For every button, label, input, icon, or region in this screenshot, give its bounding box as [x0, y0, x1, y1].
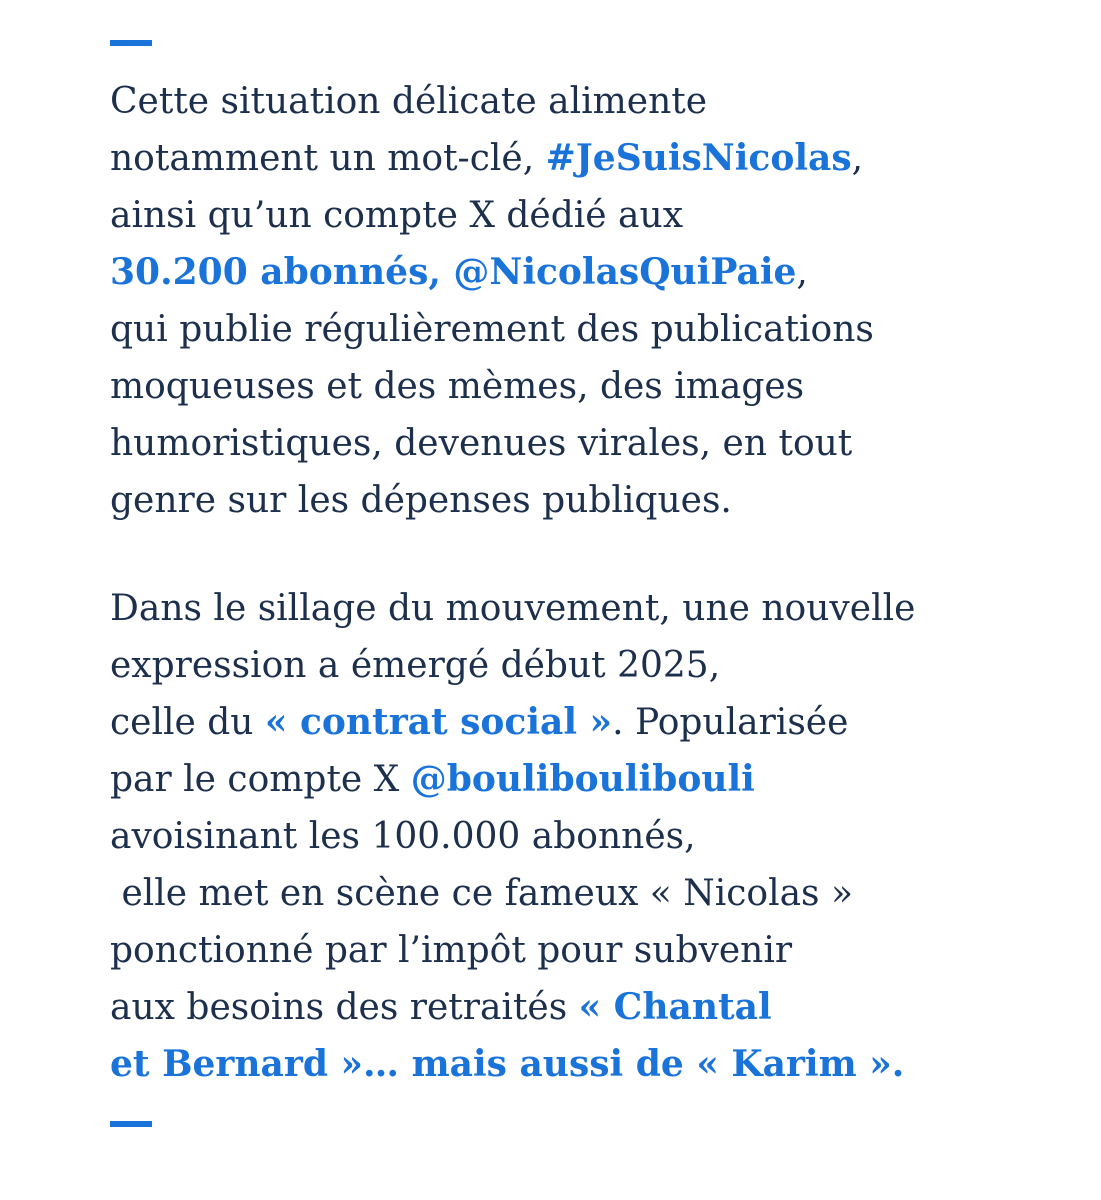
article-paragraph-2: [110, 580, 915, 1093]
chantal-bernard-karim-link[interactable]: et Bernard »… mais aussi de « Karim ».: [110, 1043, 905, 1085]
bottom-accent-rule: [110, 1121, 152, 1127]
text-line: [110, 979, 915, 1036]
text-span: aux besoins des retraités: [110, 987, 579, 1028]
text-line: [110, 580, 915, 637]
article-paragraph-1: [110, 73, 874, 529]
text-line: [110, 130, 874, 187]
text-line: [110, 751, 915, 808]
text-line: [110, 1036, 915, 1093]
text-span: celle du: [110, 702, 265, 743]
text-line: [110, 637, 915, 694]
text-span: Dans le sillage du mouvement, une nouvelle: [110, 588, 916, 629]
text-line: [110, 301, 874, 358]
text-line: [110, 472, 874, 529]
text-span: moqueuses et des mèmes, des images: [110, 366, 805, 407]
hashtag-link[interactable]: #JeSuisNicolas: [545, 137, 852, 179]
text-span: ,: [851, 138, 864, 179]
text-span: . Popularisée: [612, 702, 849, 743]
text-line: [110, 73, 874, 130]
chantal-bernard-link[interactable]: « Chantal: [578, 986, 772, 1028]
text-span: ,: [796, 252, 808, 293]
text-line: [110, 244, 874, 301]
text-span: avoisinant les 100.000 abonnés,: [110, 816, 696, 857]
text-span: Cette situation délicate alimente: [110, 81, 708, 122]
text-span: humoristiques, devenues virales, en tout: [110, 423, 853, 464]
text-line: [110, 808, 915, 865]
text-span: genre sur les dépenses publiques.: [110, 480, 732, 521]
account-link-bouliboulibouli[interactable]: @bouliboulibouli: [410, 758, 755, 800]
text-line: [110, 415, 874, 472]
contrat-social-link[interactable]: « contrat social »: [264, 701, 613, 743]
text-span: ainsi qu’un compte X dédié aux: [110, 195, 683, 236]
text-span: par le compte X: [110, 759, 411, 800]
text-span: qui publie régulièrement des publications: [110, 309, 874, 350]
text-span: ponctionné par l’impôt pour subvenir: [110, 930, 793, 971]
account-link-nicolasquipaie[interactable]: 30.200 abonnés, @NicolasQuiPaie: [110, 251, 797, 293]
text-line: [110, 922, 915, 979]
text-line: [110, 358, 874, 415]
top-accent-rule: [110, 40, 152, 46]
text-line: [110, 187, 874, 244]
text-span: expression a émergé début 2025,: [110, 645, 721, 686]
text-span: elle met en scène ce fameux « Nicolas »: [110, 873, 853, 914]
text-span: notamment un mot-clé,: [110, 138, 546, 179]
text-line: [110, 694, 915, 751]
text-line: [110, 865, 915, 922]
